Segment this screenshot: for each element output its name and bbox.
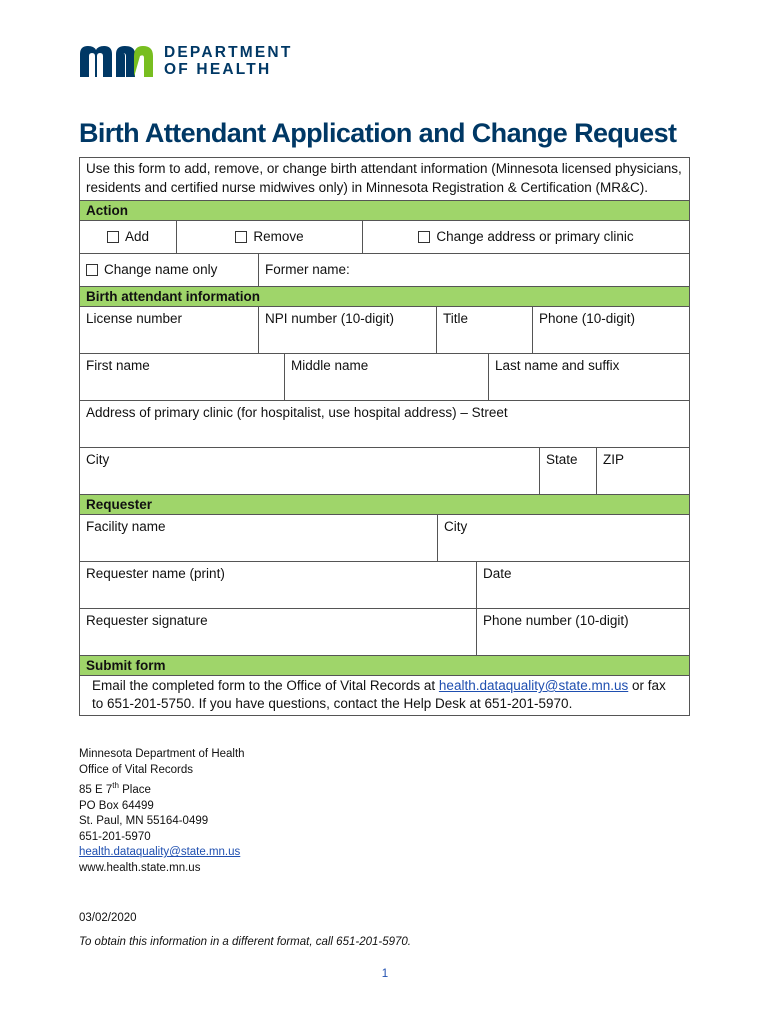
requester-name-field[interactable]	[80, 562, 476, 608]
address-org: Minnesota Department of Health	[79, 748, 245, 760]
change-name-option[interactable]	[80, 254, 258, 286]
attendant-phone-field[interactable]	[532, 307, 689, 353]
street-suffix: Place	[118, 784, 151, 797]
requester-row-2	[79, 562, 690, 609]
street-sup: th	[112, 781, 119, 791]
change-name-label: Change name only	[104, 262, 218, 277]
requester-phone-label: Phone number (10-digit)	[483, 613, 629, 628]
address-city-state: St. Paul, MN 55164-0499	[79, 815, 209, 828]
change-address-checkbox[interactable]	[418, 231, 430, 243]
submit-text-after: or fax to 651-201-5750. If you have questions, contact the Help Desk at 651-201-5970.	[92, 678, 666, 711]
dept-line-2: OF HEALTH	[164, 61, 272, 78]
attendant-row-1	[79, 307, 690, 354]
signature-label: Requester signature	[86, 613, 208, 628]
change-address-option[interactable]	[362, 221, 689, 253]
title-label: Title	[443, 311, 469, 326]
remove-label: Remove	[253, 229, 304, 244]
street-field[interactable]	[80, 401, 689, 447]
last-name-field[interactable]	[488, 354, 689, 400]
remove-option[interactable]	[176, 221, 362, 253]
requester-heading: Requester	[80, 495, 689, 514]
state-field[interactable]	[539, 448, 596, 494]
attendant-heading: Birth attendant information	[80, 287, 689, 306]
signature-field[interactable]	[80, 609, 476, 655]
license-number-field[interactable]	[80, 307, 258, 353]
attendant-header-row	[79, 287, 690, 307]
date-label: Date	[483, 566, 512, 581]
npi-number-label: NPI number (10-digit)	[265, 311, 395, 326]
zip-label: ZIP	[603, 452, 625, 467]
address-email-link[interactable]: health.dataquality@state.mn.us	[79, 846, 241, 859]
submit-heading: Submit form	[80, 656, 689, 675]
npi-number-field[interactable]	[258, 307, 436, 353]
submit-row	[79, 676, 690, 716]
attendant-phone-label: Phone (10-digit)	[539, 311, 636, 326]
address-website: www.health.state.mn.us	[79, 861, 201, 874]
mailing-address	[79, 747, 245, 877]
submit-text-before: Email the completed form to the Office of Vital Records at	[92, 678, 439, 693]
address-phone: 651-201-5970	[79, 830, 151, 843]
alt-format-note: To obtain this information in a different format, call 651-201-5970.	[79, 936, 411, 948]
attendant-row-3	[79, 401, 690, 448]
middle-name-label: Middle name	[291, 358, 369, 373]
attendant-city-label: City	[86, 452, 110, 467]
add-checkbox[interactable]	[107, 231, 119, 243]
attendant-city-field[interactable]	[80, 448, 539, 494]
state-label: State	[546, 452, 578, 467]
add-option[interactable]	[80, 221, 176, 253]
requester-row-1	[79, 515, 690, 562]
submit-email-link[interactable]: health.dataquality@state.mn.us	[438, 678, 629, 693]
department-name	[164, 44, 293, 78]
first-name-field[interactable]	[80, 354, 284, 400]
middle-name-field[interactable]	[284, 354, 488, 400]
street-prefix: 85 E 7	[79, 784, 113, 797]
attendant-row-2	[79, 354, 690, 401]
action-row-1	[79, 221, 690, 254]
submit-instructions	[80, 676, 689, 715]
intro-row	[79, 157, 690, 201]
attendant-row-4	[79, 448, 690, 495]
dept-line-1: DEPARTMENT	[164, 44, 293, 61]
requester-header-row	[79, 495, 690, 515]
submit-header-row	[79, 656, 690, 676]
action-header-row	[79, 201, 690, 221]
address-office: Office of Vital Records	[79, 763, 193, 776]
zip-field[interactable]	[596, 448, 689, 494]
address-street	[79, 778, 245, 798]
facility-name-field[interactable]	[80, 515, 437, 561]
street-label: Address of primary clinic (for hospitalist, use hospital address) – Street	[86, 405, 508, 420]
change-address-label: Change address or primary clinic	[436, 229, 634, 244]
requester-row-3	[79, 609, 690, 656]
remove-checkbox[interactable]	[235, 231, 247, 243]
requester-city-label: City	[444, 519, 468, 534]
add-label: Add	[124, 229, 150, 244]
facility-name-label: Facility name	[86, 519, 166, 534]
change-name-checkbox[interactable]	[86, 264, 98, 276]
former-name-label: Former name:	[265, 262, 350, 277]
former-name-field[interactable]	[258, 254, 689, 286]
action-heading: Action	[80, 201, 689, 220]
page-number: 1	[381, 968, 389, 980]
last-name-label: Last name and suffix	[495, 358, 620, 373]
application-form	[79, 157, 690, 716]
requester-name-label: Requester name (print)	[86, 566, 225, 581]
action-row-2	[79, 254, 690, 287]
requester-phone-field[interactable]	[476, 609, 689, 655]
page-title: Birth Attendant Application and Change Request	[79, 118, 677, 148]
mdh-logo	[79, 44, 293, 78]
form-date: 03/02/2020	[79, 912, 137, 924]
mn-logo-icon	[79, 44, 155, 78]
license-number-label: License number	[86, 311, 183, 326]
intro-text: Use this form to add, remove, or change birth attendant information (Minnesota licensed physicians, residents and certified nurse midwives only) in Minnesota Registration & Certification (MR&C).	[86, 161, 682, 195]
first-name-label: First name	[86, 358, 150, 373]
date-field[interactable]	[476, 562, 689, 608]
address-po-box: PO Box 64499	[79, 799, 154, 812]
title-field[interactable]	[436, 307, 532, 353]
requester-city-field[interactable]	[437, 515, 689, 561]
